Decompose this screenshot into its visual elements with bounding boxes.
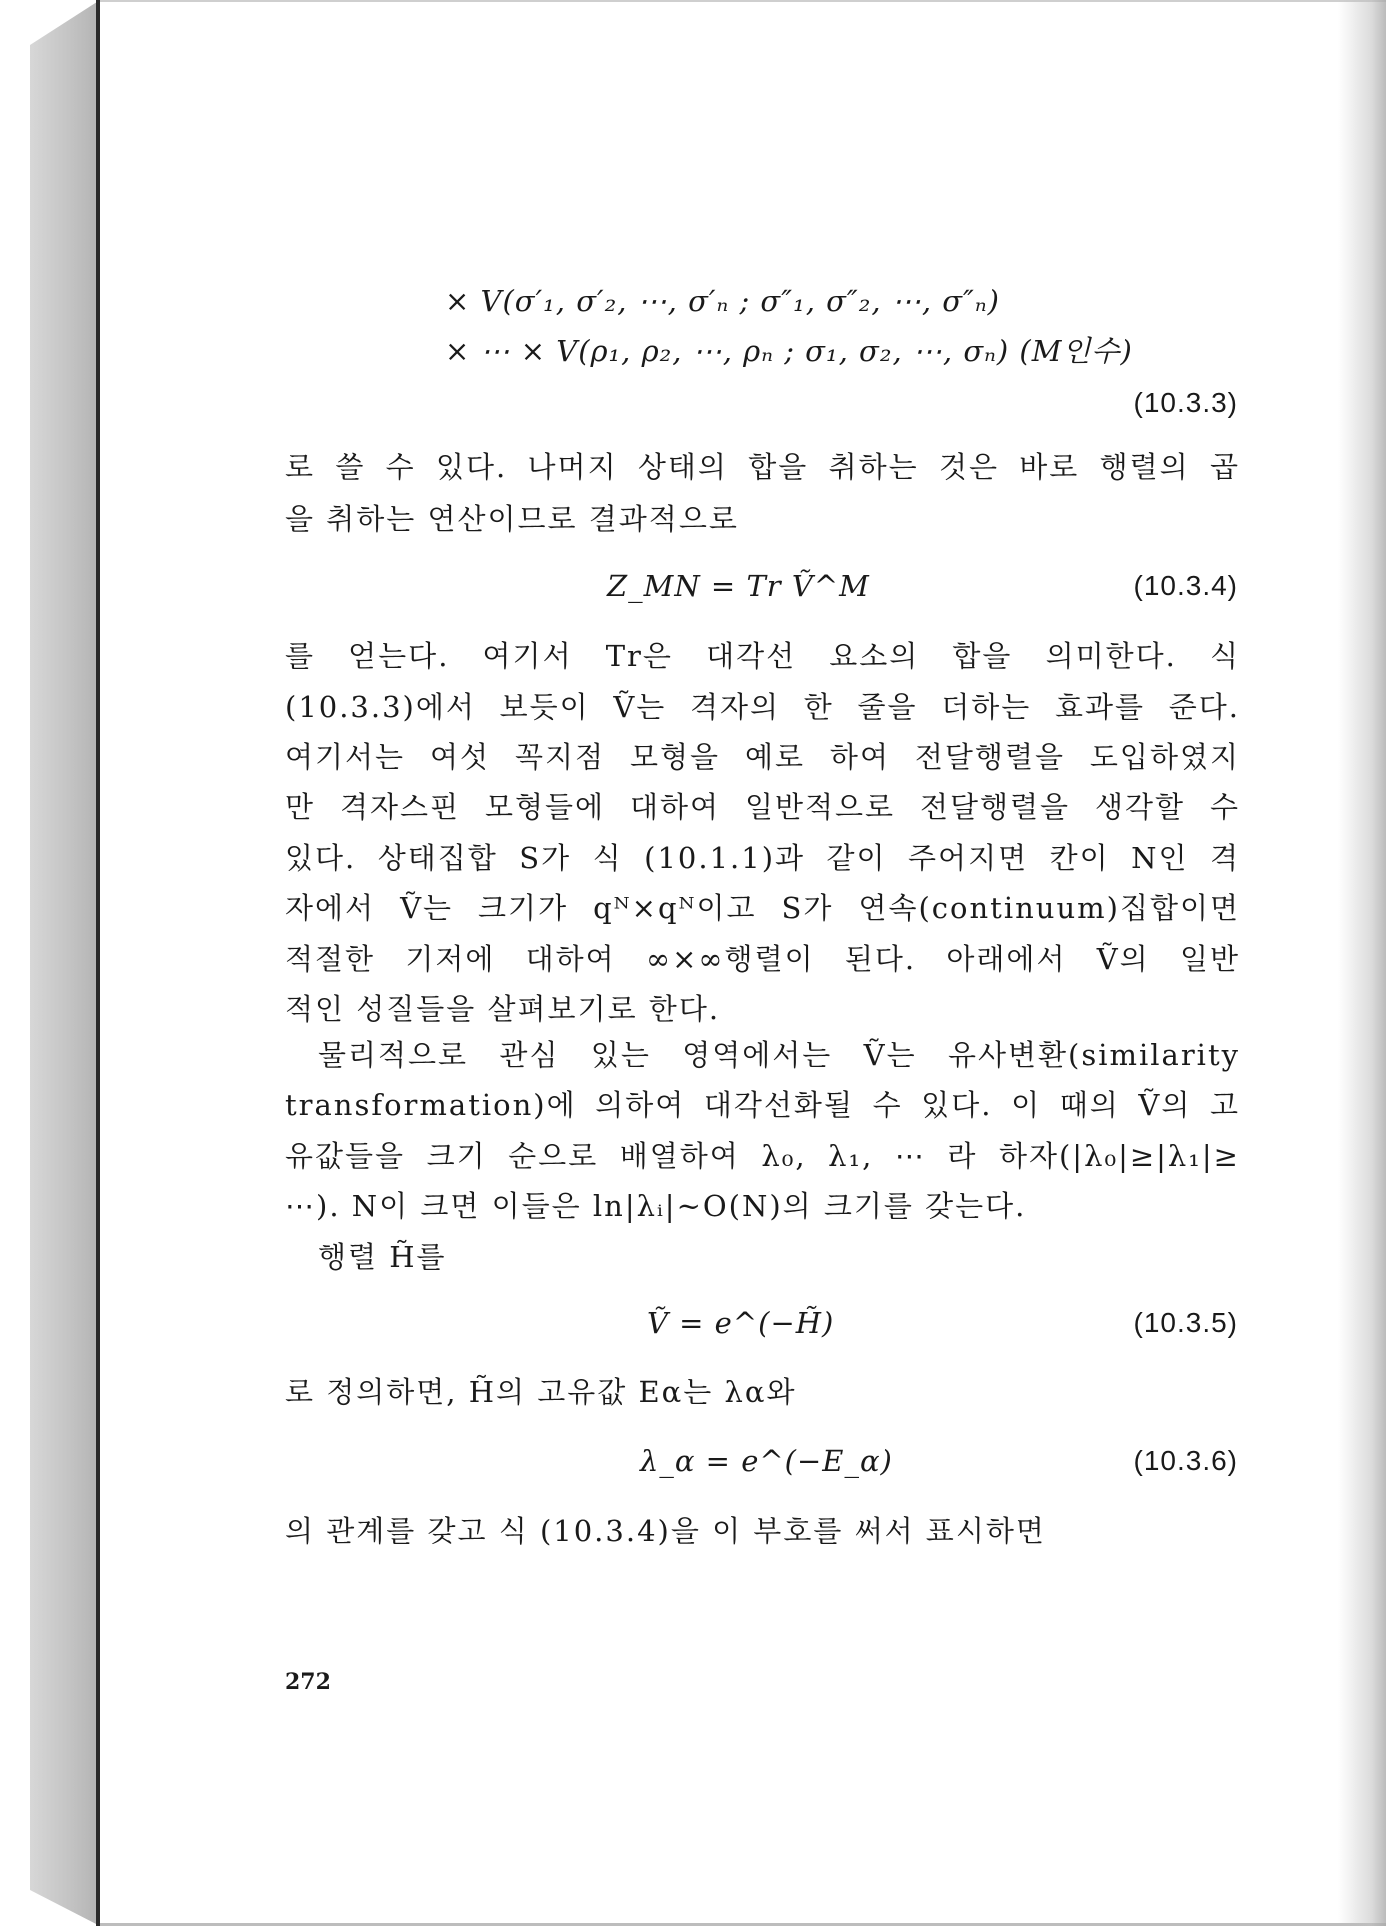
text-line: 의 관계를 갖고 식 (10.3.4)을 이 부호를 써서 표시하면 [285,1514,1046,1548]
equation-number-10-3-6: (10.3.6) [1133,1445,1238,1476]
equation-number-10-3-4: (10.3.4) [1133,570,1238,601]
text-line: 만 격자스핀 모형들에 대하여 일반적으로 전달행렬을 생각할 수 [285,790,1240,824]
text-line: (10.3.3)에서 보듯이 Ṽ는 격자의 한 줄을 더하는 효과를 준다. [285,690,1240,724]
text-line: 여기서는 여섯 꼭지점 모형을 예로 하여 전달행렬을 도입하였지 [285,740,1240,774]
text-line: 를 얻는다. 여기서 Tr은 대각선 요소의 합을 의미한다. 식 [285,639,1240,673]
text-line: transformation)에 의하여 대각선화될 수 있다. 이 때의 Ṽ의 고 [285,1088,1240,1122]
text-line: 물리적으로 관심 있는 영역에서는 Ṽ는 유사변환(similarity [318,1038,1240,1072]
text-line: 행렬 H̃를 [318,1240,447,1274]
text-line: 유값들을 크기 순으로 배열하여 λ₀, λ₁, ⋯ 라 하자(|λ₀|≥|λ₁|≥ [285,1139,1240,1173]
text-line: 자에서 Ṽ는 크기가 qᴺ×qᴺ이고 S가 연속(continuum)집합이면 [285,891,1240,925]
page-number: 272 [285,1669,331,1695]
text-line: 적절한 기저에 대하여 ∞×∞행렬이 된다. 아래에서 Ṽ의 일반 [285,942,1240,976]
equation-number-10-3-3: (10.3.3) [1133,387,1238,418]
text-line: 로 정의하면, H̃의 고유값 Eα는 λα와 [285,1375,797,1409]
page-top-edge [100,0,1386,2]
page-right-shadow [1338,0,1386,1926]
equation-10-3-5: Ṽ = e^(−H̃) [647,1306,835,1340]
equation-10-3-6: λ_α = e^(−E_α) [640,1444,893,1478]
book-spine [30,0,100,1926]
text-line: 을 취하는 연산이므로 결과적으로 [285,502,739,536]
equation-number-10-3-5: (10.3.5) [1133,1307,1238,1338]
text-line: 적인 성질들을 살펴보기로 한다. [285,992,721,1026]
text-line: ⋯). N이 크면 이들은 ln|λᵢ|~O(N)의 크기를 갖는다. [285,1189,1027,1223]
equation-10-3-4: Z_MN = Tr Ṽ^M [607,569,870,603]
text-line: 있다. 상태집합 S가 식 (10.1.1)과 같이 주어지면 칸이 N인 격 [285,841,1240,875]
text-line: 로 쓸 수 있다. 나머지 상태의 합을 취하는 것은 바로 행렬의 곱 [285,450,1240,484]
book-spine-edge [96,0,100,1926]
equation-10-3-3-line2: × ⋯ × V(ρ₁, ρ₂, ⋯, ρₙ ; σ₁, σ₂, ⋯, σₙ) (M인수) [445,334,1133,368]
equation-10-3-3-line1: × V(σ′₁, σ′₂, ⋯, σ′ₙ ; σ″₁, σ″₂, ⋯, σ″ₙ) [445,284,1000,318]
